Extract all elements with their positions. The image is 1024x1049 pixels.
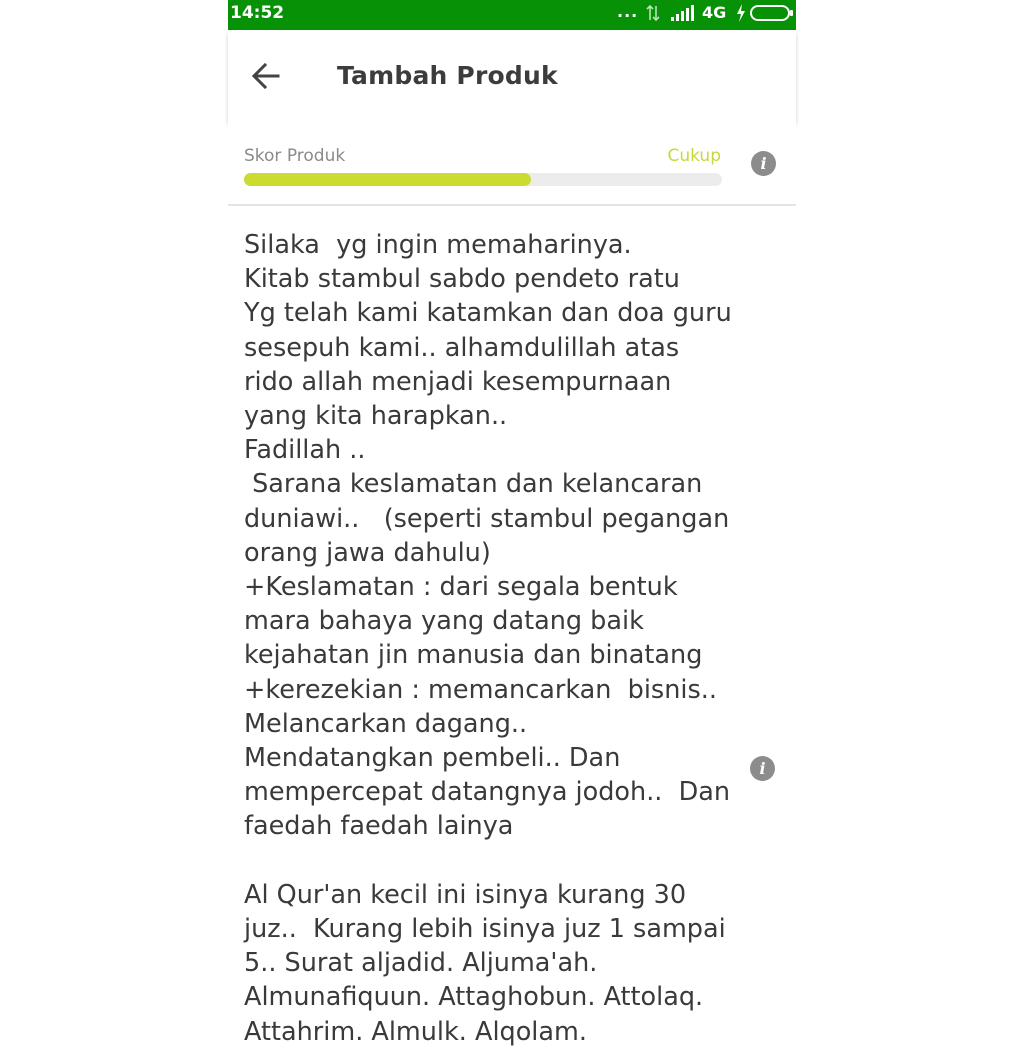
page-title: Tambah Produk [337,61,558,90]
product-description-field[interactable] [244,228,744,1049]
description-line [244,844,744,878]
network-type-label: 4G [702,3,727,22]
description-line: Yg telah kami katamkan dan doa guru [244,298,732,329]
score-info-icon[interactable]: i [751,151,776,176]
description-line: Attahrim. Almulk. Alqolam. [244,1016,587,1047]
description-line: orang jawa dahulu) [244,537,491,568]
score-rating: Cukup [667,146,721,166]
description-line: rido allah menjadi kesempurnaan [244,366,672,397]
description-line: Melancarkan dagang.. [244,708,528,739]
data-arrows-icon [646,4,660,22]
description-line: Al Qur'an kecil ini isinya kurang 30 [244,879,687,910]
description-line: +Keslamatan : dari segala bentuk [244,572,678,603]
charging-bolt-icon [736,4,746,22]
description-line: kejahatan jin manusia dan binatang [244,640,703,671]
description-line: sesepuh kami.. alhamdulillah atas [244,332,680,363]
battery-icon [750,5,794,21]
score-progress-bar [244,173,722,186]
description-line: Silaka yg ingin memaharinya. [244,230,632,260]
description-line: faedah faedah lainya [244,811,514,842]
divider [228,204,796,206]
product-score-section [228,122,796,204]
status-time: 14:52 [230,3,285,23]
description-line: Sarana keslamatan dan kelancaran [244,469,703,500]
arrow-left-icon [246,56,286,96]
status-bar [228,0,796,30]
description-line: mempercepat datangnya jodoh.. Dan [244,777,731,808]
description-line: mara bahaya yang datang baik [244,606,644,637]
description-line: 5.. Surat aljadid. Aljuma'ah. [244,948,598,979]
description-line: duniawi.. (seperti stambul pegangan [244,503,730,534]
app-bar [228,30,796,122]
description-line: yang kita harapkan.. [244,401,508,432]
signal-strength-icon [670,5,694,21]
back-button[interactable] [246,56,286,96]
description-info-icon[interactable]: i [750,756,775,781]
description-line: Fadillah .. [244,435,366,466]
status-more-indicator: ... [617,2,639,21]
score-progress-fill [244,173,531,186]
description-line: +kerezekian : memancarkan bisnis.. [244,674,717,705]
description-line: Kitab stambul sabdo pendeto ratu [244,264,680,295]
description-line: Mendatangkan pembeli.. Dan [244,743,621,774]
phone-screen [228,0,796,1047]
description-line: Almunafiquun. Attaghobun. Attolaq. [244,982,704,1013]
score-label: Skor Produk [244,146,346,166]
description-line: juz.. Kurang lebih isinya juz 1 sampai [244,914,726,945]
